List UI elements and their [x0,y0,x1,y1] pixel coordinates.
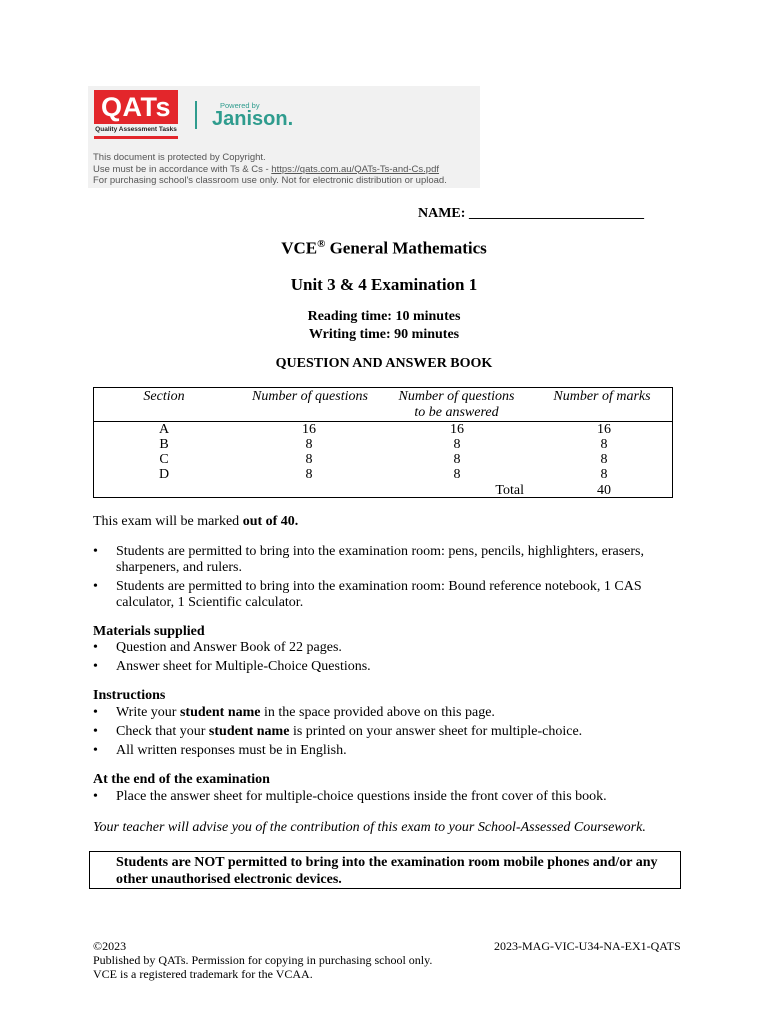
list-item: • Students are permitted to bring into the examination room: pens, pencils, highlighters, erasers, sharpeners, and rulers. [93,544,673,576]
header-to-answer: Number of questions to be answered [398,389,515,420]
name-label: NAME: [418,206,466,221]
terms-link[interactable]: https://qats.com.au/QATs-Ts-and-Cs.pdf [271,163,440,175]
header-marks: Number of marks [553,389,651,404]
list-item: • Question and Answer Book of 22 pages. [93,640,673,656]
book-title: QUESTION AND ANSWER BOOK [275,356,493,371]
instructions-heading: Instructions [93,688,166,703]
writing-time: Writing time: 90 minutes [308,327,460,342]
registered-mark: ® [317,238,326,250]
table-row: D 8 8 8 [158,467,608,482]
table-total-row [94,483,672,498]
footer-published: Published by QATs. Permission for copying in purchasing school only. [93,953,433,967]
list-item: • Place the answer sheet for multiple-choice questions inside the front cover of this book. [93,789,673,805]
qats-tagline: Quality Assessment Tasks [94,124,178,139]
powered-by-label: Powered by [220,101,260,110]
list-item: • Write your student name in the space provided above on this page. [93,705,673,721]
list-item: • All written responses must be in English. [93,743,673,759]
name-blank: _________________________ [468,206,644,221]
page-title: VCE® General Mathematics [281,238,487,258]
list-item: • Answer sheet for Multiple-Choice Questions. [93,659,673,675]
table-row: A 16 16 16 [158,422,611,437]
end-heading: At the end of the examination [93,772,270,787]
total-marks: 40 [597,483,611,498]
footer-year: ©2023 [93,939,127,953]
instructions-list [93,705,673,762]
marked-statement: This exam will be marked out of 40. [93,514,299,529]
copyright-line-2: Use must be in accordance with Ts & Cs - https://qats.com.au/QATs-Ts-and-Cs.pdf [93,163,440,175]
exam-times [0,308,768,344]
table-header [94,388,672,422]
footer-trademark: VCE is a registered trademark for the VCAA. [93,967,313,981]
janison-logo: Janison. [212,108,294,130]
table-row: B 8 8 8 [159,437,608,452]
materials-heading: Materials supplied [93,624,205,639]
header-questions: Number of questions [252,389,368,404]
permitted-list [93,544,673,614]
exam-subtitle: Unit 3 & 4 Examination 1 [290,275,478,294]
copyright-line-1: This document is protected by Copyright. [93,152,266,163]
end-list [93,789,673,808]
table-row: C 8 8 8 [159,452,608,467]
reading-time: Reading time: 10 minutes [307,309,461,324]
header-section: Section [143,389,185,404]
logo-divider [195,101,197,129]
materials-list [93,640,673,678]
exam-structure-table [93,387,673,498]
qats-logo: QATs [94,90,178,124]
devices-notice: Students are NOT permitted to bring into the examination room mobile phones and/or any other unauthorised electronic devices. [89,851,681,889]
list-item: • Students are permitted to bring into the examination room: Bound reference notebook, 1 CAS calculator, 1 Scientific calculator. [93,579,673,611]
teacher-note: Your teacher will advise you of the contribution of this exam to your School-Assessed Coursework. [93,820,646,835]
student-name-field[interactable] [418,206,644,222]
footer-code: 2023-MAG-VIC-U34-NA-EX1-QATS [494,939,681,953]
list-item: • Check that your student name is printed on your answer sheet for multiple-choice. [93,724,673,740]
copyright-line-3: For purchasing school's classroom use only. Not for electronic distribution or upload. [93,175,447,186]
total-label: Total [495,483,524,498]
copyright-notice [93,152,447,187]
